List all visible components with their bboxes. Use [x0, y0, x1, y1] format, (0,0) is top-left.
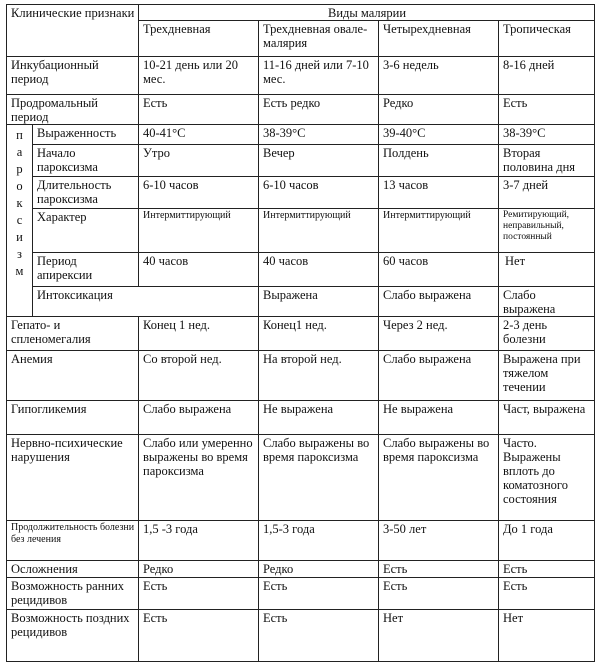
row-label: Период апирексии	[33, 253, 139, 287]
cell: Вторая половина дня	[499, 145, 595, 177]
row-label: Инкубационный период	[7, 57, 139, 95]
table-row-onset	[7, 145, 595, 177]
cell: 6-10 часов	[139, 177, 259, 209]
row-label: Анемия	[7, 351, 139, 401]
cell: Слабо выражены во время пароксизма	[379, 435, 499, 521]
cell: Интермиттирующий	[379, 209, 499, 253]
cell: 39-40°С	[379, 125, 499, 145]
cell: Выражена при тяжелом течении	[499, 351, 595, 401]
table-row-intoxication	[7, 287, 595, 317]
cell: До 1 года	[499, 521, 595, 561]
cell: Есть	[379, 561, 499, 578]
cell: Полдень	[379, 145, 499, 177]
row-label: Характер	[33, 209, 139, 253]
cell: Нет	[499, 610, 595, 662]
cell: 3-50 лет	[379, 521, 499, 561]
cell: 40-41°С	[139, 125, 259, 145]
table-row-prodromal	[7, 95, 595, 125]
cell: Нет	[379, 610, 499, 662]
cell: 38-39°С	[499, 125, 595, 145]
cell: Слабо выражена	[379, 287, 499, 317]
paroxysm-letter: и	[16, 230, 23, 244]
cell: Со второй нед.	[139, 351, 259, 401]
cell: Слабо выражена	[139, 401, 259, 435]
cell: 3-6 недель	[379, 57, 499, 95]
cell: Ремитирующий, неправильный, постоянный	[499, 209, 595, 253]
row-label: Нервно-психические нарушения	[7, 435, 139, 521]
cell: 11-16 дней или 7-10 мес.	[259, 57, 379, 95]
cell: Не выражена	[259, 401, 379, 435]
table-row-intensity	[7, 125, 595, 145]
cell: Редко	[259, 561, 379, 578]
row-label: Интоксикация	[33, 287, 259, 317]
table-row-hypoglycemia	[7, 401, 595, 435]
table-row-incubation	[7, 57, 595, 95]
cell: Част, выражена	[499, 401, 595, 435]
cell: 13 часов	[379, 177, 499, 209]
table-row-late-relapse	[7, 610, 595, 662]
row-label: Возможность поздних рецидивов	[7, 610, 139, 662]
cell: Интермиттирующий	[139, 209, 259, 253]
cell: Есть	[499, 95, 595, 125]
row-label: Выраженность	[33, 125, 139, 145]
cell: Есть	[259, 578, 379, 610]
paroxysm-letter: м	[15, 264, 24, 278]
table-row-complications	[7, 561, 595, 578]
cell: Есть	[259, 610, 379, 662]
cell: Нет	[499, 253, 595, 287]
cell: 1,5-3 года	[259, 521, 379, 561]
cell: Вечер	[259, 145, 379, 177]
paroxysm-letter: а	[16, 145, 23, 159]
column-header-quartan: Четырехдневная	[379, 21, 499, 57]
cell: Слабо или умеренно выражены во время пароксизма	[139, 435, 259, 521]
row-label: Гипогликемия	[7, 401, 139, 435]
column-header-tertian: Трехдневная	[139, 21, 259, 57]
cell: Есть редко	[259, 95, 379, 125]
table-row-neuropsychiatric	[7, 435, 595, 521]
cell: 6-10 часов	[259, 177, 379, 209]
table-row-anemia	[7, 351, 595, 401]
cell: 38-39°С	[259, 125, 379, 145]
cell: Не выражена	[379, 401, 499, 435]
cell: Есть	[499, 561, 595, 578]
cell: Есть	[139, 578, 259, 610]
header-malaria-types: Виды малярии	[139, 5, 595, 21]
cell: Выражена	[259, 287, 379, 317]
row-label: Длительность пароксизма	[33, 177, 139, 209]
malaria-table-container	[6, 4, 594, 662]
row-label: Осложнения	[7, 561, 139, 578]
cell: Слабо выражена	[499, 287, 595, 317]
cell: Редко	[139, 561, 259, 578]
cell: 10-21 день или 20 мес.	[139, 57, 259, 95]
header-clinical-signs: Клинические признаки	[7, 5, 139, 57]
cell: 8-16 дней	[499, 57, 595, 95]
table-row-early-relapse	[7, 578, 595, 610]
cell: 2-3 день болезни	[499, 317, 595, 351]
cell: Интермиттирующий	[259, 209, 379, 253]
cell: Конец 1 нед.	[139, 317, 259, 351]
cell: Слабо выражены во время пароксизма	[259, 435, 379, 521]
malaria-comparison-table	[6, 4, 595, 662]
cell: Редко	[379, 95, 499, 125]
row-label: Продромальный период	[7, 95, 139, 125]
paroxysm-letter: с	[16, 213, 23, 227]
table-row-apyrexia	[7, 253, 595, 287]
cell: Слабо выражена	[379, 351, 499, 401]
column-header-tropical: Тропическая	[499, 21, 595, 57]
cell: Есть	[499, 578, 595, 610]
table-row-duration	[7, 177, 595, 209]
table-row-hepatosplenomegaly	[7, 317, 595, 351]
paroxysm-letter: п	[16, 128, 23, 142]
row-label: Начало пароксизма	[33, 145, 139, 177]
table-row-untreated-duration	[7, 521, 595, 561]
cell: 40 часов	[139, 253, 259, 287]
paroxysm-letter: о	[16, 179, 23, 193]
row-label: Продолжительность болезни без лечения	[7, 521, 139, 561]
table-header-row	[7, 5, 595, 21]
paroxysm-vertical-label	[7, 125, 33, 317]
row-label: Возможность ранних рецидивов	[7, 578, 139, 610]
table-row-character	[7, 209, 595, 253]
paroxysm-letter: к	[16, 196, 23, 210]
cell: На второй нед.	[259, 351, 379, 401]
cell: 40 часов	[259, 253, 379, 287]
cell: Часто. Выражены вплоть до коматозного состояния	[499, 435, 595, 521]
cell: Есть	[139, 610, 259, 662]
column-header-ovale: Трехдневная овале-малярия	[259, 21, 379, 57]
cell: 60 часов	[379, 253, 499, 287]
cell: Утро	[139, 145, 259, 177]
cell: Конец1 нед.	[259, 317, 379, 351]
cell: 1,5 -3 года	[139, 521, 259, 561]
row-label: Гепато- и спленомегалия	[7, 317, 139, 351]
paroxysm-letter: з	[17, 247, 22, 261]
cell: 3-7 дней	[499, 177, 595, 209]
paroxysm-letter: р	[16, 162, 23, 176]
cell: Есть	[379, 578, 499, 610]
cell: Через 2 нед.	[379, 317, 499, 351]
cell: Есть	[139, 95, 259, 125]
